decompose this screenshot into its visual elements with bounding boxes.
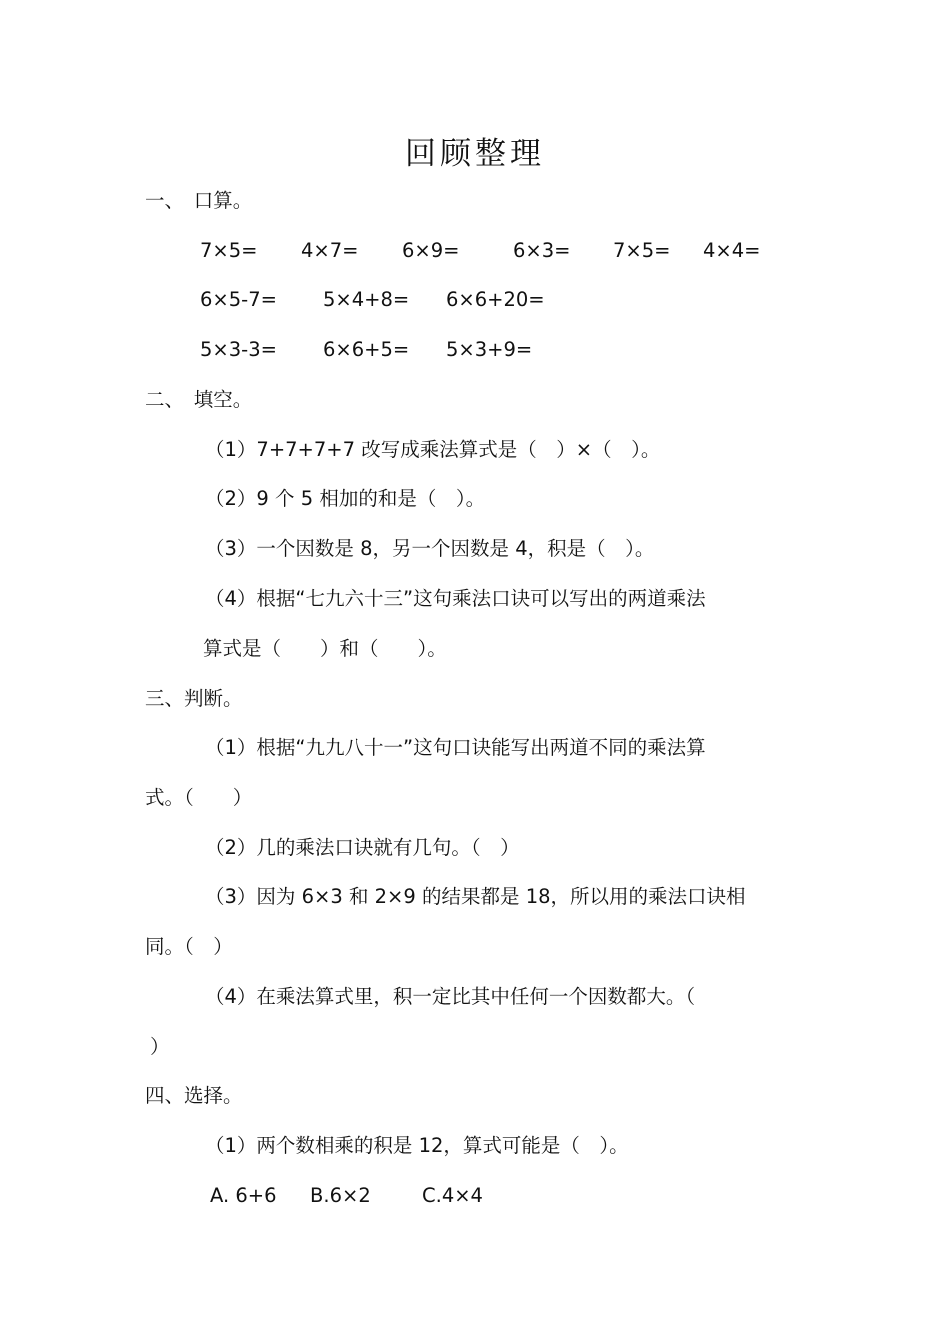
judge-question-4: （4）在乘法算式里，积一定比其中任何一个因数都大。（ (205, 985, 696, 1008)
calc-item: 5×4+8= (323, 288, 410, 311)
calc-item: 6×5-7= (200, 288, 277, 311)
calc-item: 5×3+9= (446, 338, 533, 361)
fill-question-4: （4）根据“七九六十三”这句乘法口诀可以写出的两道乘法 (205, 587, 706, 610)
fill-question-4-cont: 算式是（ ）和（ ）。 (203, 637, 447, 660)
choice-option-a: A. 6+6 (210, 1184, 277, 1207)
section-3-heading: 三、判断。 (145, 687, 243, 710)
choice-option-b: B.6×2 (310, 1184, 371, 1207)
calc-item: 5×3-3= (200, 338, 277, 361)
calc-item: 6×3= (513, 239, 571, 262)
judge-question-1-cont: 式。（ ） (145, 786, 253, 809)
page-title: 回顾整理 (405, 136, 545, 172)
fill-question-1: （1）7+7+7+7 改写成乘法算式是（ ）×（ ）。 (205, 438, 661, 461)
choice-question-1: （1）两个数相乘的积是 12，算式可能是（ ）。 (205, 1134, 629, 1157)
judge-question-1: （1）根据“九九八十一”这句口诀能写出两道不同的乘法算 (205, 736, 706, 759)
calc-item: 7×5= (613, 239, 671, 262)
judge-question-3-cont: 同。（ ） (145, 935, 233, 958)
calc-item: 6×6+5= (323, 338, 410, 361)
fill-question-2: （2）9 个 5 相加的和是（ ）。 (205, 487, 486, 510)
judge-question-3: （3）因为 6×3 和 2×9 的结果都是 18，所以用的乘法口诀相 (205, 885, 746, 908)
section-4-heading: 四、选择。 (145, 1084, 243, 1107)
judge-question-4-cont: ） (150, 1035, 170, 1058)
section-2-heading: 二、 填空。 (145, 388, 253, 411)
calc-item: 4×4= (703, 239, 761, 262)
calc-item: 7×5= (200, 239, 258, 262)
choice-option-c: C.4×4 (422, 1184, 483, 1207)
fill-question-3: （3）一个因数是 8，另一个因数是 4，积是（ ）。 (205, 537, 655, 560)
section-1-heading: 一、 口算。 (145, 189, 253, 212)
calc-item: 6×9= (402, 239, 460, 262)
calc-item: 4×7= (301, 239, 359, 262)
judge-question-2: （2）几的乘法口诀就有几句。（ ） (205, 836, 520, 859)
calc-item: 6×6+20= (446, 288, 545, 311)
